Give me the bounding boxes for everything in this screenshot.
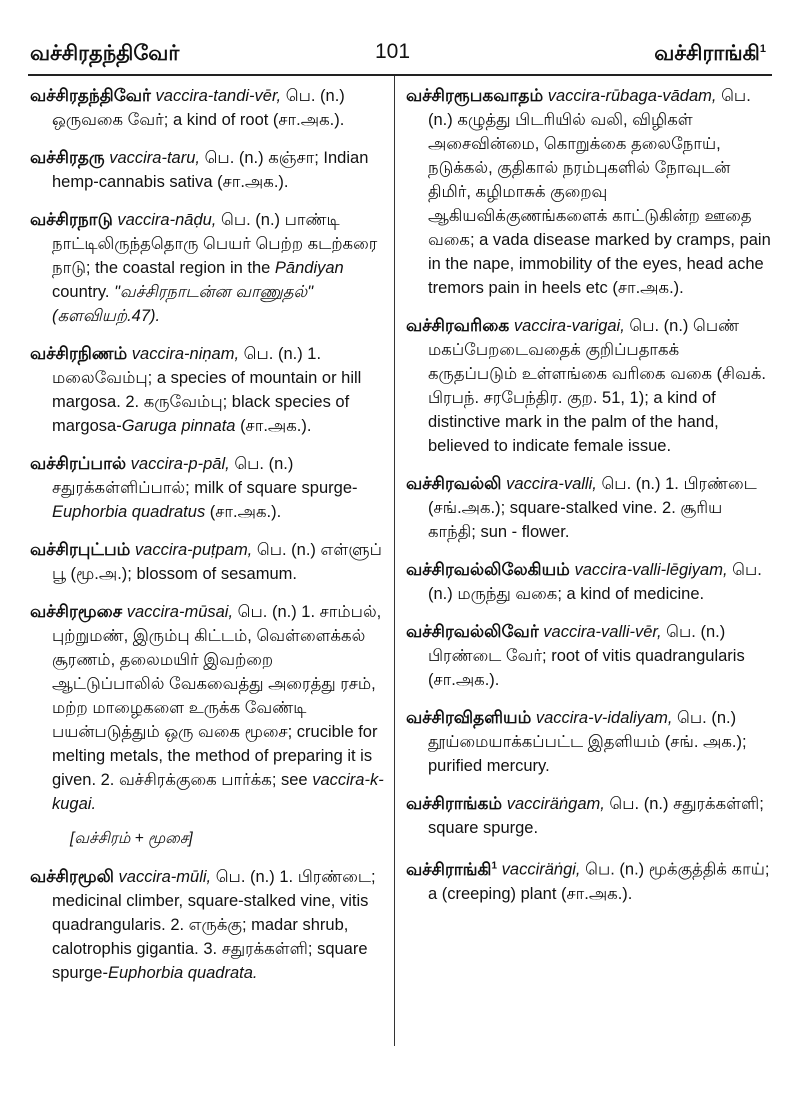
dictionary-entry: [30, 600, 384, 816]
entry-definition-italic: Euphorbia quadrata.: [107, 964, 258, 982]
entry-part-of-speech: பெ. (n.): [237, 603, 297, 621]
entry-headword: வச்சிராங்கம்: [406, 794, 503, 813]
entry-part-of-speech: பெ. (n.): [428, 87, 751, 129]
entry-part-of-speech: பெ. (n.): [601, 475, 661, 493]
entry-headword-text: வச்சிராங்கி: [406, 859, 492, 879]
dictionary-entry: [30, 865, 384, 985]
entry-part-of-speech: பெ. (n.): [585, 860, 645, 879]
entry-part-of-speech: பெ. (n.): [428, 561, 762, 603]
entry-romanization: vaccira-nāḍu,: [117, 211, 217, 229]
entry-romanization: vaccira-v-idaliyam,: [535, 709, 673, 727]
entry-definition: தூய்மையாக்கப்பட்ட இதளியம் (சங். அக.); purified mercury.: [428, 733, 747, 775]
entry-definition: எள்ளுப் பூ (மூ.அ.); blossom of sesamum.: [52, 541, 382, 583]
entry-romanization: vaccira-rūbaga-vādam,: [547, 87, 717, 105]
dictionary-entry: [406, 706, 772, 778]
etymology-note: [வச்சிரம் + மூசை]: [70, 830, 193, 847]
dictionary-entry: [30, 84, 384, 132]
entry-quotation: "வச்சிரநாடன்ன வாணுதல்" (களவியற்.47).: [52, 283, 314, 325]
entry-romanization: vaccira-valli-vēr,: [543, 623, 662, 641]
entry-part-of-speech: பெ. (n.): [221, 211, 281, 229]
entry-romanization: vaccira-varigai,: [513, 317, 625, 335]
entry-romanization: vaccira-valli-lēgiyam,: [574, 561, 728, 579]
column-divider: [394, 76, 395, 1046]
entry-definition: ஒருவகை வேர்; a kind of root (சா.அக.).: [52, 111, 345, 129]
entry-definition-italic: Pāndiyan: [274, 259, 344, 277]
entry-headword: வச்சிரதரு: [30, 148, 105, 167]
header-rule: [28, 74, 772, 76]
entry-headword: வச்சிரவல்லிலேகியம்: [406, 560, 570, 579]
entry-romanization: vaccira-tandi-vēr,: [155, 87, 282, 105]
entry-definition-italic: vaccira-k-kugai.: [52, 771, 384, 813]
entry-part-of-speech: பெ. (n.): [609, 795, 669, 813]
entry-headword: வச்சிரமூசை: [30, 602, 123, 621]
entry-definition-italic: Euphorbia quadratus: [52, 503, 206, 521]
entry-romanization: vaccira-mūsai,: [126, 603, 234, 621]
entry-definition: பிரண்டை வேர்; root of vitis quadrangularis (சா.அக.).: [428, 647, 745, 689]
entry-headword: வச்சிரநாடு: [30, 210, 113, 229]
entry-romanization: vaccira-valli,: [506, 475, 597, 493]
entry-headword: வச்சிரவிதளியம்: [406, 708, 532, 727]
dictionary-entry: [406, 620, 772, 692]
entry-romanization: vaccira-mūli,: [118, 868, 212, 886]
entry-romanization: vaccira-taru,: [109, 149, 200, 167]
entry-definition: பாண்டி நாட்டிலிருந்ததொரு பெயர் பெற்ற கடற்கரை நாடு; the coastal region in the: [52, 211, 378, 277]
entry-headword: வச்சிரதந்திவேர்: [30, 86, 151, 105]
entry-part-of-speech: பெ. (n.): [677, 709, 737, 727]
entry-definition: 1. பிரண்டை; medicinal climber, square-stalked vine, vitis quadrangularis. 2. எருக்கு; madar shrub, calotrophis gigantia. 3. சதுரக்கள்ளி; square spurge-: [52, 868, 376, 982]
dictionary-entry: [30, 538, 384, 586]
entry-headword: வச்சிரப்பால்: [30, 454, 127, 473]
entry-headword: வச்சிரரூபகவாதம்: [406, 86, 544, 105]
entry-romanization: vacciräṅgi,: [501, 860, 581, 879]
entry-definition-cont: (சா.அக.).: [240, 417, 312, 435]
entry-definition: கழுத்து பிடரியில் வலி, விழிகள் அசைவின்மை, கொறுக்கை தலைநோய், நடுக்கல், குதிகால் நரம்புகளில் நோவுடன் திமிர், கழிமாசுக் குறைவு ஆகியவிக்குணங்களைக் காட்டுகின்ற ஊதை வகை; a vada disease marked by cramps, pain in the nape, immobility of the eyes, head ache tremors pain in heels etc (சா.அக.).: [428, 111, 771, 297]
page-number: 101: [375, 40, 411, 63]
entry-headword: வச்சிரபுட்பம்: [30, 540, 131, 559]
entry-part-of-speech: பெ. (n.): [285, 87, 345, 105]
entry-headword: வச்சிரமூலி: [30, 867, 114, 886]
entry-definition: பெண் மகப்பேறடைவதைக் குறிப்பதாகக் கருதப்படும் உள்ளங்கை வரிகை வகை (சிவக். பிரபந். சரபேந்திர. குற. 51, 1); a kind of distinctive mark in the palm of the hand, believed to indicate female issue.: [428, 317, 767, 455]
left-column: [30, 84, 384, 1044]
entry-part-of-speech: பெ. (n.): [204, 149, 264, 167]
entry-definition: மூக்குத்திக் காய்; a (creeping) plant (சா.அக.).: [428, 860, 770, 903]
entry-headword: வச்சிரவரிகை: [406, 316, 510, 335]
entry-romanization: vacciräṅgam,: [506, 795, 605, 813]
entry-romanization: vaccira-niṇam,: [131, 345, 240, 363]
entry-definition-cont: (சா.அக.).: [209, 503, 282, 521]
dictionary-entry: [30, 208, 384, 328]
entry-headword: [406, 860, 497, 879]
entry-headword-superscript: 1: [491, 860, 498, 871]
entry-part-of-speech: பெ. (n.): [234, 455, 294, 473]
entry-headword: வச்சிரவல்லி: [406, 474, 502, 493]
dictionary-entry: [406, 314, 772, 458]
dictionary-entry: [406, 84, 772, 300]
entry-headword: வச்சிரநிணம்: [30, 344, 128, 363]
dictionary-entry: [406, 472, 772, 544]
entry-definition-italic: Garuga pinnata: [121, 417, 236, 435]
dictionary-entry: [30, 452, 384, 524]
entry-romanization: vaccira-p-pāl,: [130, 455, 230, 473]
dictionary-entry: [406, 558, 772, 606]
entry-definition: 1. சாம்பல், புற்றுமண், இரும்பு கிட்டம், வெள்ளைக்கல் சூரணம், தலைமயிர் இவற்றை ஆட்டுப்பாலில் வேகவைத்து அரைத்து ரசம், மற்ற மாழைகளை உருக்க வேண்டி பயன்படுத்தும் ஒரு வகை மூசை; crucible for melting metals, the method of preparing it is given. 2. வச்சிரக்குகை பார்க்க; see: [52, 603, 382, 789]
entry-romanization: vaccira-puṭpam,: [134, 541, 253, 559]
header-right-superscript: 1: [759, 43, 766, 55]
entry-definition: 1. பிரண்டை (சங்.அக.); square-stalked vine. 2. சூரிய காந்தி; sun - flower.: [428, 475, 757, 541]
dictionary-entry: [30, 342, 384, 438]
page-header: [0, 0, 800, 80]
header-right-guide-word: [654, 42, 766, 68]
entry-part-of-speech: பெ. (n.): [256, 541, 316, 559]
entry-definition: சதுரக்கள்ளிப்பால்; milk of square spurge-: [52, 479, 358, 497]
entry-part-of-speech: பெ. (n.): [215, 868, 275, 886]
dictionary-entry: [406, 792, 772, 840]
entry-definition: 1. மலைவேம்பு; a species of mountain or hill margosa. 2. கருவேம்பு; black species of margosa-: [52, 345, 362, 435]
header-right-word: வச்சிராங்கி: [654, 42, 760, 65]
entry-definition-cont: country.: [52, 283, 110, 301]
entry-definition: கஞ்சா; Indian hemp-cannabis sativa (சா.அக.).: [52, 149, 369, 191]
entry-definition: சதுரக்கள்ளி; square spurge.: [428, 795, 764, 837]
dictionary-entry: [406, 854, 772, 906]
entry-headword: வச்சிரவல்லிவேர்: [406, 622, 539, 641]
header-left-guide-word: வச்சிரதந்திவேர்: [30, 42, 180, 65]
entry-part-of-speech: பெ. (n.): [243, 345, 303, 363]
entry-part-of-speech: பெ. (n.): [629, 317, 689, 335]
entry-part-of-speech: பெ. (n.): [666, 623, 726, 641]
dictionary-entry: [30, 146, 384, 194]
right-column: [406, 84, 772, 1044]
entry-definition: மருந்து வகை; a kind of medicine.: [457, 585, 705, 603]
